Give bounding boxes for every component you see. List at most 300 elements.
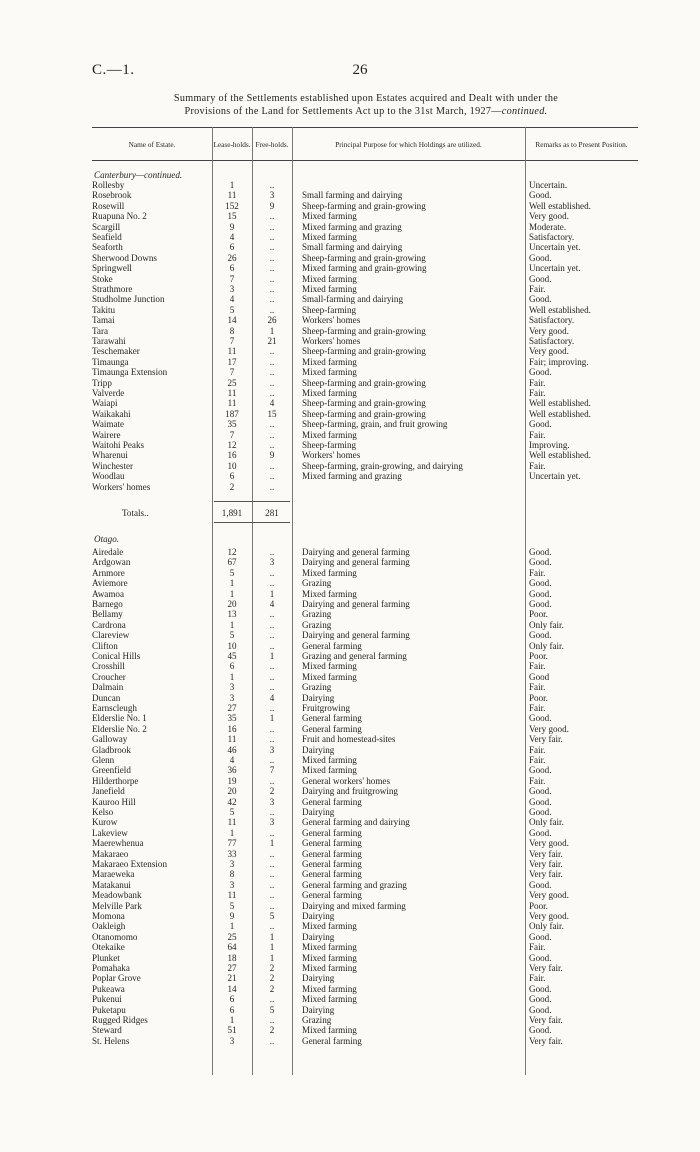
freeholds-value: 2 xyxy=(269,963,275,973)
leaseholds-value: 3 xyxy=(229,879,235,890)
leaseholds-value: 6 xyxy=(229,1004,235,1015)
leaseholds-value: 42 xyxy=(227,796,237,807)
estate-name: Waikakahi xyxy=(92,408,131,419)
leaseholds-value: 11 xyxy=(227,388,237,398)
estate-name: Tripp xyxy=(92,377,112,388)
table-row xyxy=(92,326,638,336)
leaseholds-value: 36 xyxy=(227,765,237,776)
totals-label: Totals.. xyxy=(122,508,149,518)
purpose-text: Fruitgrowing xyxy=(302,703,350,713)
table-row xyxy=(92,1015,638,1025)
table-row xyxy=(92,419,638,429)
remarks-text: Satisfactory. xyxy=(529,315,575,326)
leaseholds-value: 15 xyxy=(227,211,237,222)
estate-name: Timaunga xyxy=(92,356,129,367)
table-row xyxy=(92,807,638,817)
estate-name: Makaraeo xyxy=(92,848,129,859)
leaseholds-value: 51 xyxy=(227,1025,237,1036)
remarks-text: Improving. xyxy=(529,440,570,450)
table-row xyxy=(92,201,638,211)
table-row xyxy=(92,797,638,807)
table-row xyxy=(92,557,638,567)
leaseholds-value: 35 xyxy=(227,419,237,430)
purpose-text: Sheep-farming and grain-growing xyxy=(302,252,426,263)
estate-name: Maraeweka xyxy=(92,869,135,880)
table-row xyxy=(92,578,638,588)
table-row xyxy=(92,263,638,273)
freeholds-value: .. xyxy=(269,273,275,284)
freeholds-value: .. xyxy=(269,429,275,440)
table-row xyxy=(92,232,638,242)
freeholds-value: .. xyxy=(269,263,275,274)
freeholds-value: .. xyxy=(269,180,275,190)
estate-name: Waimate xyxy=(92,419,125,430)
table-row xyxy=(92,901,638,911)
freeholds-value: .. xyxy=(269,609,275,620)
remarks-text: Fair. xyxy=(529,703,546,713)
table-row xyxy=(92,953,638,963)
purpose-text: Workers' homes xyxy=(302,450,361,461)
estate-name: Springwell xyxy=(92,263,132,274)
purpose-text: Dairying xyxy=(302,973,335,984)
estate-name: Puketapu xyxy=(92,1004,126,1015)
freeholds-value: .. xyxy=(269,734,275,745)
leaseholds-value: 12 xyxy=(227,440,237,450)
freeholds-value: .. xyxy=(269,1015,275,1025)
remarks-text: Fair. xyxy=(529,755,546,765)
remarks-text: Good. xyxy=(529,952,552,963)
freeholds-value: .. xyxy=(269,630,275,641)
leaseholds-value: 6 xyxy=(229,263,235,274)
remarks-text: Poor. xyxy=(529,692,548,703)
freeholds-value: .. xyxy=(269,346,275,357)
remarks-text: Good. xyxy=(529,367,552,378)
freeholds-value: 4 xyxy=(269,692,275,703)
remarks-text: Moderate. xyxy=(529,221,567,232)
freeholds-value: 3 xyxy=(269,817,275,828)
table-row xyxy=(92,942,638,952)
freeholds-value: 3 xyxy=(269,557,275,568)
remarks-text: Very fair. xyxy=(529,848,563,859)
estate-name: Crosshill xyxy=(92,661,125,672)
title-line-2 xyxy=(92,105,640,118)
table-row xyxy=(92,284,638,294)
remarks-text: Very fair. xyxy=(529,963,563,973)
table-row xyxy=(92,963,638,973)
table-row xyxy=(92,745,638,755)
purpose-text: Sheep-farming and grain-growing xyxy=(302,200,426,211)
estate-name: Matakanui xyxy=(92,879,131,890)
leaseholds-value: 11 xyxy=(227,398,237,409)
freeholds-value: .. xyxy=(269,661,275,672)
purpose-text: General farming xyxy=(302,713,362,724)
remarks-text: Good. xyxy=(529,983,552,994)
purpose-text: Mixed farming xyxy=(302,388,357,398)
leaseholds-value: 25 xyxy=(227,931,237,942)
leaseholds-value: 11 xyxy=(227,817,237,828)
remarks-text: Satisfactory. xyxy=(529,336,575,346)
purpose-text: Grazing xyxy=(302,682,332,693)
freeholds-value: .. xyxy=(269,900,275,911)
purpose-text: Dairying and mixed farming xyxy=(302,900,406,911)
remarks-text: Well established. xyxy=(529,398,591,409)
remarks-text: Well established. xyxy=(529,450,591,461)
leaseholds-value: 2 xyxy=(229,481,235,492)
title-line-2-text: Provisions of the Land for Settlements Act up to the 31st March, 1927— xyxy=(184,106,502,117)
page-header xyxy=(92,62,628,82)
section-title: Otago. xyxy=(94,534,120,544)
estate-name: Greenfield xyxy=(92,765,131,776)
table-row xyxy=(92,294,638,304)
estate-name: Waiapi xyxy=(92,398,118,409)
remarks-text: Good. xyxy=(529,599,552,609)
purpose-text: Mixed farming xyxy=(302,232,357,242)
table-row xyxy=(92,890,638,900)
estate-name: Melville Park xyxy=(92,900,142,911)
freeholds-value: .. xyxy=(269,356,275,367)
estate-name: Earnscleugh xyxy=(92,703,137,713)
leaseholds-value: 4 xyxy=(229,294,235,305)
estate-name: Aviemore xyxy=(92,578,128,589)
estate-name: Takitu xyxy=(92,304,116,315)
purpose-text: Dairying xyxy=(302,911,335,921)
remarks-text: Good. xyxy=(529,796,552,807)
remarks-text: Good. xyxy=(529,252,552,263)
freeholds-value: .. xyxy=(269,994,275,1005)
leaseholds-value: 1 xyxy=(229,671,235,682)
freeholds-value: 3 xyxy=(269,796,275,807)
freeholds-value: 1 xyxy=(269,325,275,336)
freeholds-value: .. xyxy=(269,807,275,817)
leaseholds-value: 7 xyxy=(229,367,235,378)
estate-name: Seaforth xyxy=(92,242,123,253)
estate-name: Plunket xyxy=(92,952,120,963)
remarks-text: Fair. xyxy=(529,942,546,953)
freeholds-value: 2 xyxy=(269,1025,275,1036)
table-row xyxy=(92,869,638,879)
estate-name: Momona xyxy=(92,911,125,921)
freeholds-value: 21 xyxy=(267,336,277,346)
purpose-text: Dairying and general farming xyxy=(302,547,410,557)
freeholds-value: .. xyxy=(269,827,275,838)
remarks-text: Good. xyxy=(529,273,552,284)
leaseholds-value: 20 xyxy=(227,599,237,609)
table-row xyxy=(92,336,638,346)
estate-name: Lakeview xyxy=(92,827,128,838)
purpose-text: Sheep-farming and grain-growing xyxy=(302,346,426,357)
leaseholds-value: 6 xyxy=(229,661,235,672)
purpose-text: Mixed farming xyxy=(302,661,357,672)
table-row xyxy=(92,471,638,481)
freeholds-value: .. xyxy=(269,211,275,222)
purpose-text: General farming xyxy=(302,1035,362,1046)
remarks-text: Fair; improving. xyxy=(529,356,589,367)
remarks-text: Satisfactory. xyxy=(529,232,575,242)
purpose-text: General farming xyxy=(302,838,362,849)
remarks-text: Uncertain yet. xyxy=(529,471,581,482)
leaseholds-value: 6 xyxy=(229,994,235,1005)
table-row xyxy=(92,357,638,367)
remarks-text: Good. xyxy=(529,578,552,589)
purpose-text: General farming xyxy=(302,723,362,734)
totals-rule-bottom xyxy=(214,522,290,523)
purpose-text: General farming xyxy=(302,848,362,859)
leaseholds-value: 11 xyxy=(227,734,237,745)
col-header-remarks: Remarks as to Present Position. xyxy=(535,139,628,149)
purpose-text: Mixed farming xyxy=(302,942,357,953)
leaseholds-value: 14 xyxy=(227,983,237,994)
col-header-leaseholds: Lease-holds. xyxy=(213,139,251,149)
estate-name: Conical Hills xyxy=(92,651,141,661)
table-row xyxy=(92,409,638,419)
leaseholds-value: 26 xyxy=(227,252,237,263)
freeholds-value: 3 xyxy=(269,744,275,755)
freeholds-value: 3 xyxy=(269,190,275,201)
leaseholds-value: 27 xyxy=(227,703,237,713)
purpose-text: Mixed farming xyxy=(302,284,357,294)
purpose-text: Workers' homes xyxy=(302,315,361,326)
remarks-text: Fair. xyxy=(529,377,546,388)
leaseholds-value: 5 xyxy=(229,567,235,578)
leaseholds-value: 77 xyxy=(227,838,237,849)
estate-name: Cardrona xyxy=(92,619,126,630)
remarks-text: Good. xyxy=(529,588,552,599)
table-row xyxy=(92,346,638,356)
remarks-text: Fair. xyxy=(529,682,546,693)
table-row xyxy=(92,693,638,703)
remarks-text: Good. xyxy=(529,807,552,817)
table-row xyxy=(92,180,638,190)
table-row xyxy=(92,305,638,315)
table-row xyxy=(92,367,638,377)
freeholds-value: .. xyxy=(269,304,275,315)
table-row xyxy=(92,984,638,994)
table-row xyxy=(92,682,638,692)
leaseholds-value: 7 xyxy=(229,273,235,284)
table-row xyxy=(92,609,638,619)
freeholds-value: .. xyxy=(269,1035,275,1046)
remarks-text: Uncertain yet. xyxy=(529,263,581,274)
table-row xyxy=(92,222,638,232)
freeholds-value: .. xyxy=(269,567,275,578)
estate-name: Rosewill xyxy=(92,200,125,211)
purpose-text: Small farming and dairying xyxy=(302,190,403,201)
remarks-text: Very good. xyxy=(529,346,569,357)
remarks-text: Good. xyxy=(529,557,552,568)
leaseholds-value: 25 xyxy=(227,377,237,388)
remarks-text: Uncertain. xyxy=(529,180,568,190)
freeholds-value: 2 xyxy=(269,786,275,797)
purpose-text: Sheep-farming, grain-growing, and dairying xyxy=(302,460,463,471)
estate-name: Wharenui xyxy=(92,450,128,461)
leaseholds-value: 64 xyxy=(227,942,237,953)
remarks-text: Fair. xyxy=(529,429,546,440)
estate-name: Kelso xyxy=(92,807,114,817)
leaseholds-value: 3 xyxy=(229,692,235,703)
table-row xyxy=(92,440,638,450)
table-row xyxy=(92,932,638,942)
table-row xyxy=(92,703,638,713)
estate-name: Rollesby xyxy=(92,180,125,190)
freeholds-value: .. xyxy=(269,879,275,890)
leaseholds-value: 6 xyxy=(229,471,235,482)
remarks-text: Only fair. xyxy=(529,619,564,630)
document-reference: C.—1. xyxy=(92,62,135,78)
remarks-text: Well established. xyxy=(529,304,591,315)
remarks-text: Well established. xyxy=(529,408,591,419)
leaseholds-value: 45 xyxy=(227,651,237,661)
table-row xyxy=(92,1005,638,1015)
table-row xyxy=(92,786,638,796)
freeholds-value: .. xyxy=(269,471,275,482)
purpose-text: Mixed farming xyxy=(302,567,357,578)
freeholds-value: .. xyxy=(269,460,275,471)
remarks-text: Good. xyxy=(529,827,552,838)
freeholds-value: .. xyxy=(269,859,275,869)
table-row xyxy=(92,253,638,263)
freeholds-value: 1 xyxy=(269,651,275,661)
purpose-text: General farming xyxy=(302,869,362,880)
table-row xyxy=(92,672,638,682)
remarks-text: Very good. xyxy=(529,838,569,849)
freeholds-value: .. xyxy=(269,848,275,859)
freeholds-value: 4 xyxy=(269,599,275,609)
table-row xyxy=(92,724,638,734)
purpose-text: Sheep-farming and grain-growing xyxy=(302,398,426,409)
remarks-text: Good. xyxy=(529,630,552,641)
freeholds-value: .. xyxy=(269,703,275,713)
leaseholds-value: 46 xyxy=(227,744,237,755)
purpose-text: Sheep-farming and grain-growing xyxy=(302,408,426,419)
freeholds-value: 2 xyxy=(269,983,275,994)
estate-name: Janefield xyxy=(92,786,125,797)
remarks-text: Good xyxy=(529,671,550,682)
table-row xyxy=(92,859,638,869)
leaseholds-value: 3 xyxy=(229,1035,235,1046)
purpose-text: Workers' homes xyxy=(302,336,361,346)
leaseholds-value: 5 xyxy=(229,807,235,817)
table-row xyxy=(92,190,638,200)
table-row xyxy=(92,620,638,630)
estate-name: Dalmain xyxy=(92,682,124,693)
freeholds-value: .. xyxy=(269,921,275,932)
remarks-text: Good. xyxy=(529,419,552,430)
freeholds-value: .. xyxy=(269,419,275,430)
leaseholds-value: 27 xyxy=(227,963,237,973)
remarks-text: Good. xyxy=(529,994,552,1005)
col-header-freeholds: Free-holds. xyxy=(255,139,289,149)
freeholds-value: 1 xyxy=(269,942,275,953)
freeholds-value: .. xyxy=(269,294,275,305)
remarks-text: Fair. xyxy=(529,388,546,398)
remarks-text: Very fair. xyxy=(529,1015,563,1025)
remarks-text: Fair. xyxy=(529,284,546,294)
freeholds-value: 1 xyxy=(269,838,275,849)
estate-name: Meadowbank xyxy=(92,890,142,901)
estate-name: Rosebrook xyxy=(92,190,132,201)
leaseholds-value: 13 xyxy=(227,609,237,620)
title-line-1: Summary of the Settlements established upon Estates acquired and Dealt with under the xyxy=(173,93,559,104)
freeholds-value: .. xyxy=(269,682,275,693)
table-row xyxy=(92,713,638,723)
remarks-text: Good. xyxy=(529,547,552,557)
remarks-text: Fair. xyxy=(529,460,546,471)
leaseholds-value: 35 xyxy=(227,713,237,724)
estate-name: Timaunga Extension xyxy=(92,367,168,378)
leaseholds-value: 10 xyxy=(227,460,237,471)
leaseholds-value: 16 xyxy=(227,450,237,461)
remarks-text: Very good. xyxy=(529,325,569,336)
remarks-text: Only fair. xyxy=(529,921,564,932)
purpose-text: General farming xyxy=(302,890,362,901)
leaseholds-value: 21 xyxy=(227,973,237,984)
estate-name: Elderslie No. 1 xyxy=(92,713,147,724)
purpose-text: Sheep-farming xyxy=(302,440,357,450)
leaseholds-value: 1 xyxy=(229,578,235,589)
remarks-text: Well established. xyxy=(529,200,591,211)
freeholds-value: 5 xyxy=(269,1004,275,1015)
freeholds-value: 9 xyxy=(269,450,275,461)
purpose-text: Grazing xyxy=(302,578,332,589)
remarks-text: Fair. xyxy=(529,775,546,786)
leaseholds-value: 19 xyxy=(227,775,237,786)
table-row xyxy=(92,651,638,661)
remarks-text: Very good. xyxy=(529,211,569,222)
freeholds-value: 1 xyxy=(269,588,275,599)
freeholds-value: .. xyxy=(269,640,275,651)
leaseholds-value: 16 xyxy=(227,723,237,734)
estate-name: Seafield xyxy=(92,232,122,242)
settlements-table xyxy=(92,127,638,1046)
purpose-text: General workers' homes xyxy=(302,775,390,786)
table-title xyxy=(92,92,640,118)
purpose-text: Mixed farming xyxy=(302,429,357,440)
purpose-text: Sheep-farming and grain-growing xyxy=(302,377,426,388)
estate-name: Bellamy xyxy=(92,609,123,620)
leaseholds-value: 20 xyxy=(227,786,237,797)
estate-name: Tamai xyxy=(92,315,115,326)
remarks-text: Good. xyxy=(529,1004,552,1015)
estate-name: Wairere xyxy=(92,429,121,440)
leaseholds-value: 5 xyxy=(229,900,235,911)
freeholds-value: 2 xyxy=(269,973,275,984)
purpose-text: Mixed farming and grazing xyxy=(302,471,402,482)
freeholds-value: .. xyxy=(269,755,275,765)
freeholds-value: 26 xyxy=(267,315,277,326)
table-row xyxy=(92,817,638,827)
purpose-text: Sheep-farming xyxy=(302,304,357,315)
remarks-text: Very good. xyxy=(529,911,569,921)
purpose-text: Grazing xyxy=(302,1015,332,1025)
purpose-text: Dairying xyxy=(302,931,335,942)
leaseholds-value: 1 xyxy=(229,619,235,630)
remarks-text: Fair. xyxy=(529,661,546,672)
table-row xyxy=(92,994,638,1004)
leaseholds-value: 7 xyxy=(229,429,235,440)
leaseholds-value: 9 xyxy=(229,221,235,232)
remarks-text: Poor. xyxy=(529,651,548,661)
remarks-text: Very fair. xyxy=(529,1035,563,1046)
leaseholds-value: 1 xyxy=(229,180,235,190)
leaseholds-value: 1 xyxy=(229,1015,235,1025)
freeholds-value: .. xyxy=(269,284,275,294)
freeholds-value: 1 xyxy=(269,713,275,724)
estate-name: Pukeawa xyxy=(92,983,125,994)
purpose-text: Dairying and general farming xyxy=(302,557,410,568)
freeholds-value: .. xyxy=(269,232,275,242)
remarks-text: Good. xyxy=(529,1025,552,1036)
purpose-text: Mixed farming xyxy=(302,356,357,367)
